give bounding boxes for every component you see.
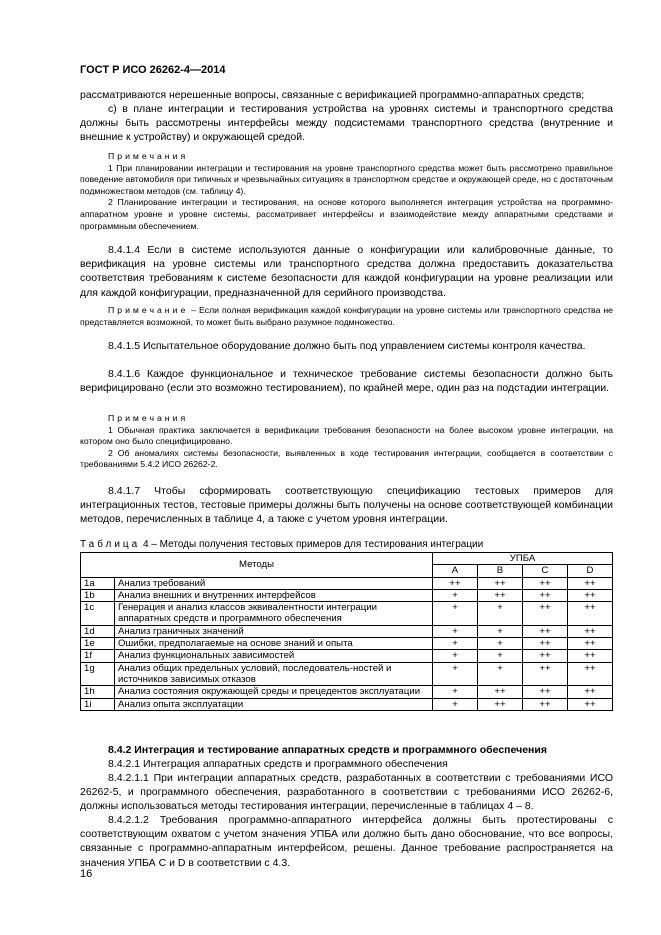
- row-rating: ++: [478, 686, 523, 698]
- row-rating: +: [478, 638, 523, 650]
- row-method: Анализ внешних и внутренних интерфейсов: [115, 589, 433, 601]
- header-level-a: A: [433, 565, 478, 577]
- table-row: [81, 662, 613, 686]
- table-row: [81, 686, 613, 698]
- row-rating: ++: [523, 686, 568, 698]
- row-rating: ++: [523, 650, 568, 662]
- row-rating: +: [433, 602, 478, 626]
- row-rating: ++: [568, 577, 613, 589]
- row-id: 1h: [81, 686, 115, 698]
- row-method: Анализ требований: [115, 577, 433, 589]
- row-id: 1d: [81, 625, 115, 637]
- row-rating: ++: [478, 589, 523, 601]
- row-method: Анализ опыта эксплуатации: [115, 698, 433, 710]
- note-item: 2 Планирование интеграции и тестирования, на основе которого выполняется интеграция устройства на программно-аппаратном уровне и уровне системы, рассматривает интерфейсы и взаимодействие между аппаратными средствами и программным обеспечением.: [80, 197, 613, 231]
- row-rating: +: [433, 686, 478, 698]
- clause-8-4-1-4: 8.4.1.4 Если в системе используются данные о конфигурации или калибровочные данные, то верификация на уровне системы или транспортного средства должна предоставить доказательства соответствия требованиям к системе безопасности для каждой конфигурации на уровне реализации или для каждой конфигурации, предназначенной для серийного производства.: [80, 244, 613, 299]
- notes-block-1: [80, 151, 613, 232]
- row-id: 1b: [81, 589, 115, 601]
- row-method: Анализ граничных значений: [115, 625, 433, 637]
- row-id: 1i: [81, 698, 115, 710]
- row-rating: +: [433, 638, 478, 650]
- clause-8-4-2-1-1: 8.4.2.1.1 При интеграции аппаратных средств, разработанных в соответствии с требованиями ИСО 26262-5, и программного обеспечения, разработанного в соответствии с требованиями ИСО 26262-6, должны использоваться методы тестирования интеграции, перечисленные в таблицах 4 – 8.: [80, 772, 613, 813]
- table-caption: [80, 539, 483, 550]
- row-rating: ++: [523, 698, 568, 710]
- row-rating: ++: [568, 638, 613, 650]
- page-number: 16: [80, 868, 93, 880]
- row-rating: ++: [523, 577, 568, 589]
- note-item: 1 При планировании интеграции и тестирования на уровне транспортного средства может быть рассмотрено правильное поведение автомобиля при типичных и чрезвычайных ситуациях в транспортном средстве и окружающей среде, но с достаточным подмножеством методов (см. таблицу 4).: [80, 162, 613, 196]
- section-8-4-2-title: 8.4.2 Интеграция и тестирование аппаратных средств и программного обеспечения: [108, 744, 547, 756]
- row-rating: ++: [568, 662, 613, 686]
- row-rating: +: [433, 625, 478, 637]
- row-id: 1e: [81, 638, 115, 650]
- row-rating: ++: [478, 577, 523, 589]
- paragraph-continuation: рассматриваются нерешенные вопросы, связанные с верификацией программно-аппаратных средств;: [80, 89, 585, 101]
- row-rating: +: [433, 662, 478, 686]
- document-header: ГОСТ Р ИСО 26262-4—2014: [80, 64, 226, 76]
- row-rating: ++: [568, 602, 613, 626]
- row-rating: ++: [523, 602, 568, 626]
- clause-8-4-1-7: 8.4.1.7 Чтобы сформировать соответствующую спецификацию тестовых примеров для интеграционных тестов, тестовые примеры должны быть получены на основе соответствующей комбинации методов, перечисленных в таблице 4, а также с учетом уровня интеграции.: [80, 485, 613, 526]
- table-row: [81, 589, 613, 601]
- header-level-b: B: [478, 565, 523, 577]
- table-row: [81, 577, 613, 589]
- row-rating: +: [478, 625, 523, 637]
- note-title: Примечание: [108, 305, 189, 315]
- table-caption-text: 4 – Методы получения тестовых примеров для тестирования интеграции: [140, 539, 484, 550]
- row-id: 1g: [81, 662, 115, 686]
- row-rating: ++: [478, 698, 523, 710]
- table-row: [81, 698, 613, 710]
- row-method: Ошибки, предполагаемые на основе знаний и опыта: [115, 638, 433, 650]
- row-rating: ++: [523, 589, 568, 601]
- methods-table: [80, 552, 613, 711]
- row-rating: +: [478, 602, 523, 626]
- row-method: Анализ функциональных зависимостей: [115, 650, 433, 662]
- note-item: 2 Об аномалиях системы безопасности, выявленных в ходе тестирования интеграции, сообщается в соответствии с требованиями 5.4.2 ИСО 26262-2.: [80, 447, 613, 470]
- row-rating: ++: [568, 625, 613, 637]
- row-id: 1f: [81, 650, 115, 662]
- row-rating: ++: [523, 625, 568, 637]
- row-rating: +: [433, 589, 478, 601]
- table-row: [81, 625, 613, 637]
- row-id: 1c: [81, 602, 115, 626]
- row-rating: ++: [568, 650, 613, 662]
- row-id: 1a: [81, 577, 115, 589]
- notes-block-3: [80, 413, 613, 471]
- row-rating: ++: [568, 686, 613, 698]
- header-level-d: D: [568, 565, 613, 577]
- note-item: 1 Обычная практика заключается в верификации требования безопасности на более высоком уровне интеграции, на котором оно было специфицировано.: [80, 424, 613, 447]
- row-rating: +: [433, 650, 478, 662]
- row-method: Анализ общих предельных условий, последователь-ностей и источников зависимых отказов: [115, 662, 433, 686]
- header-asil: УПБА: [433, 553, 613, 565]
- row-rating: +: [478, 662, 523, 686]
- paragraph-c: c) в плане интеграции и тестирования устройства на уровнях системы и транспортного средства должны быть рассмотрены интерфейсы между подсистемами транспортного средства (внутренние и внешние к устройству) и окружающей средой.: [80, 103, 613, 144]
- notes-block-2: [80, 305, 613, 328]
- row-rating: +: [433, 698, 478, 710]
- clause-8-4-2-1: 8.4.2.1 Интеграция аппаратных средств и программного обеспечения: [108, 758, 448, 770]
- clause-8-4-1-5: 8.4.1.5 Испытательное оборудование должно быть под управлением системы контроля качества.: [108, 340, 586, 352]
- table-header-row: [81, 553, 613, 565]
- notes-title: Примечания: [108, 413, 189, 423]
- table-row: [81, 650, 613, 662]
- row-method: Анализ состояния окружающей среды и прецедентов эксплуатации: [115, 686, 433, 698]
- notes-title: Примечания: [108, 151, 189, 161]
- row-rating: ++: [568, 589, 613, 601]
- note-text: – Если полная верификация каждой конфигурации на уровне системы или транспортного средства не представляется возможной, то может быть выбрано разумное подмножество.: [80, 305, 613, 327]
- row-rating: ++: [523, 638, 568, 650]
- clause-8-4-2-1-2: 8.4.2.1.2 Требования программно-аппаратного интерфейса должны быть протестированы с соответствующим охватом с учетом значения УПБА или должно быть дано обоснование, что все вопросы, связанные с программно-аппаратным интерфейсом, решены. Данное требование распространяется на значения УПБА C и D в соответствии с 4.3.: [80, 814, 613, 869]
- header-level-c: C: [523, 565, 568, 577]
- table-caption-word: Таблица: [80, 539, 141, 550]
- table-row: [81, 602, 613, 626]
- row-rating: ++: [433, 577, 478, 589]
- clause-8-4-1-6: 8.4.1.6 Каждое функциональное и техническое требование системы безопасности должно быть верифицировано (если это возможно тестированием), по крайней мере, один раз на подстадии интеграции.: [80, 368, 613, 395]
- row-method: Генерация и анализ классов эквивалентности интеграции аппаратных средств и программного обеспечения: [115, 602, 433, 626]
- row-rating: ++: [568, 698, 613, 710]
- row-rating: +: [478, 650, 523, 662]
- table-row: [81, 638, 613, 650]
- row-rating: ++: [523, 662, 568, 686]
- header-methods: Методы: [81, 553, 433, 578]
